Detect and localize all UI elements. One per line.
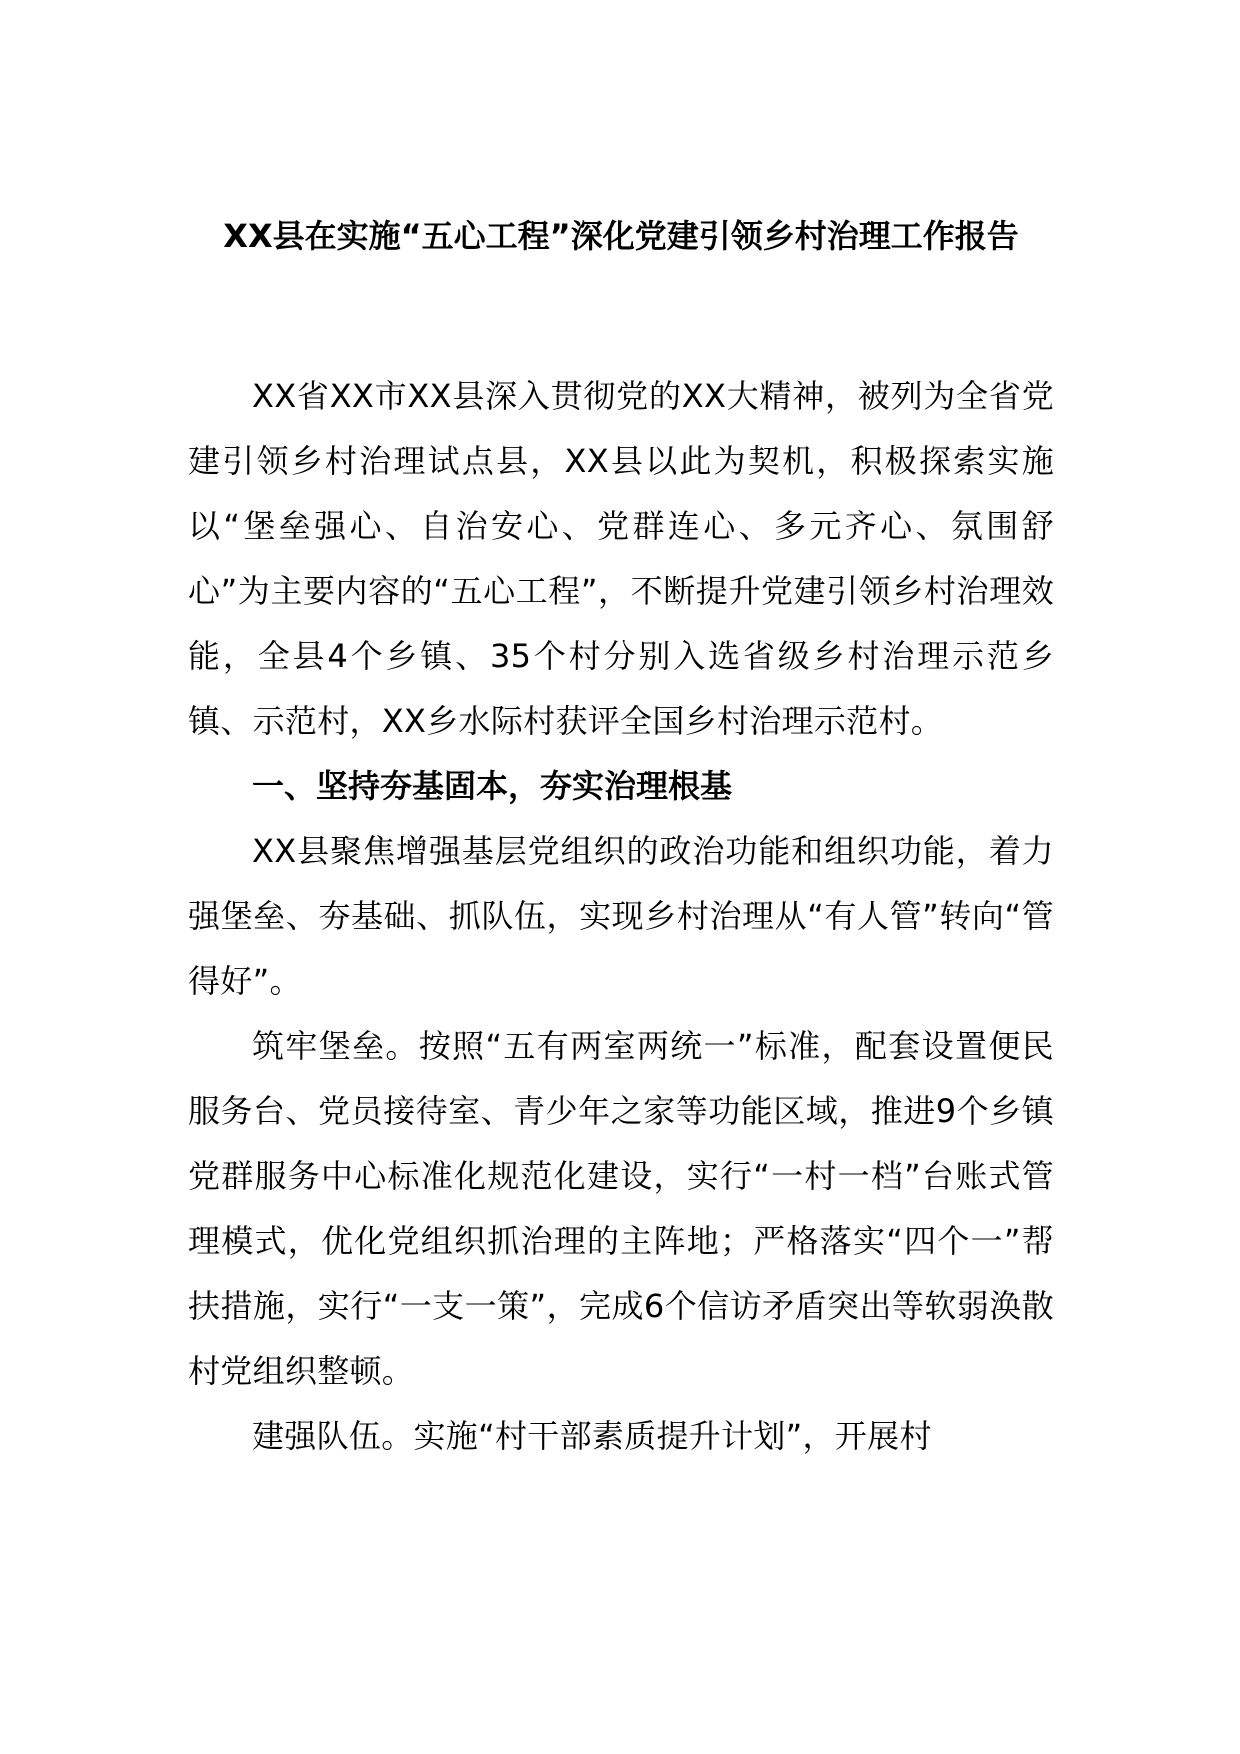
section-1-summary-paragraph: XX县聚焦增强基层党组织的政治功能和组织功能，着力强堡垒、夯基础、抓队伍，实现乡村治理从“有人管”转向“管得好”。 <box>188 832 1054 1000</box>
fortress-paragraph: 筑牢堡垒。按照“五有两室两统一”标准，配套设置便民服务台、党员接待室、青少年之家等功能区域，推进9个乡镇党群服务中心标准化规范化建设，实行“一村一档”台账式管理模式，优化党组织抓治理的主阵地；严格落实“四个一”帮扶措施，实行“一支一策”，完成6个信访矛盾突出等软弱涣散村党组织整顿。 <box>188 1027 1054 1390</box>
section-heading-1: 一、坚持夯基固本，夯实治理根基 <box>252 767 733 805</box>
document-body <box>188 364 1054 1469</box>
document-title: XX县在实施“五心工程”深化党建引领乡村治理工作报告 <box>223 217 1019 255</box>
document-page <box>188 0 1054 1754</box>
intro-paragraph: XX省XX市XX县深入贯彻党的XX大精神，被列为全省党建引领乡村治理试点县，XX县以此为契机，积极探索实施以“堡垒强心、自治安心、党群连心、多元齐心、氛围舒心”为主要内容的“五心工程”，不断提升党建引领乡村治理效能，全县4个乡镇、35个村分别入选省级乡村治理示范乡镇、示范村，XX乡水际村获评全国乡村治理示范村。 <box>188 377 1054 740</box>
team-building-paragraph: 建强队伍。实施“村干部素质提升计划”，开展村 <box>252 1417 932 1455</box>
